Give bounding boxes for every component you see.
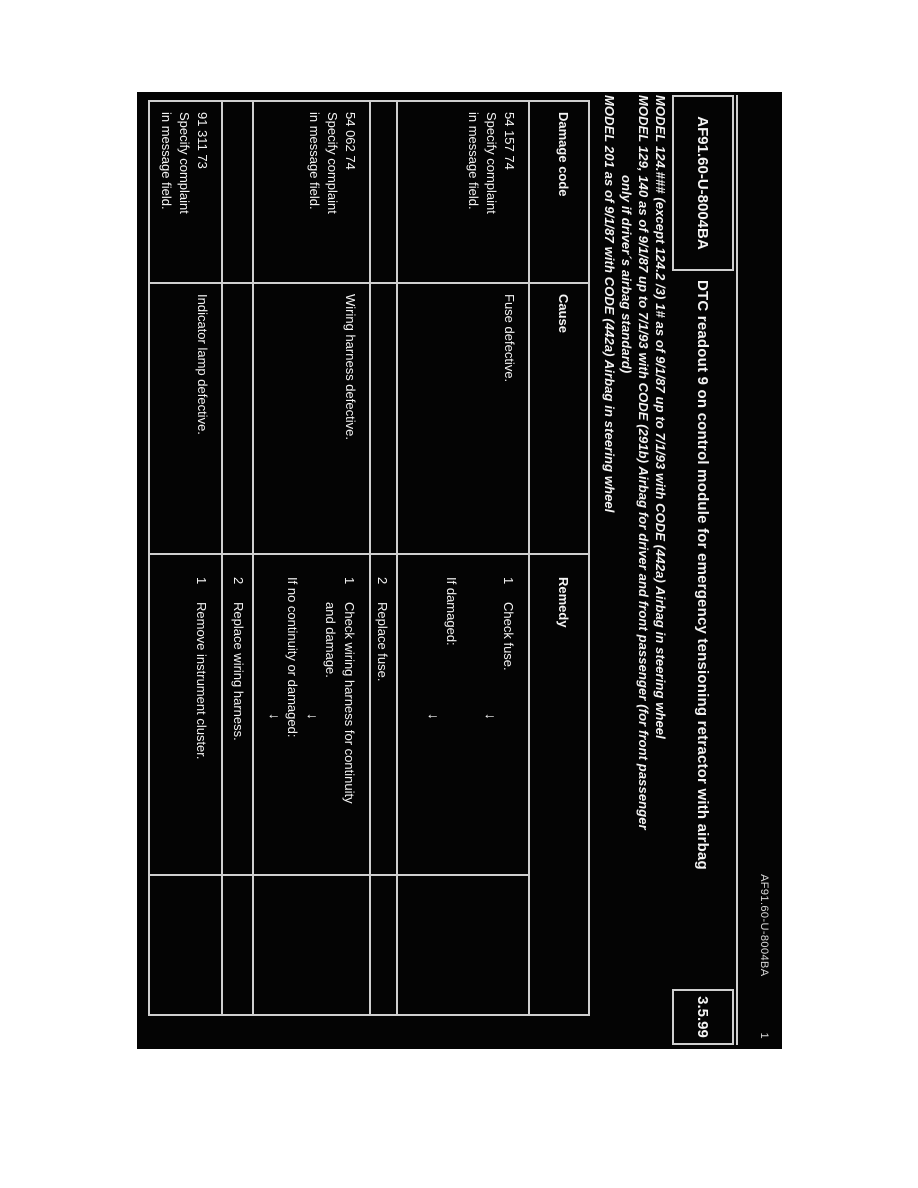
remedy-line	[340, 555, 359, 868]
step-number: 1	[194, 577, 209, 585]
damage-note-line: in message field.	[159, 112, 174, 210]
empty-cell	[223, 282, 254, 553]
model-note-line: MODEL 201 as of 9/1/87 with CODE (442a) Airbag in steering wheel	[602, 95, 617, 513]
cause-cell	[398, 282, 530, 553]
remedy-cell	[398, 553, 530, 874]
page-header-doc-number: AF91.60-U-8004BA	[758, 874, 770, 977]
remedy-followup-cell	[223, 553, 254, 874]
damage-note-line: Specify complaint	[325, 112, 340, 214]
empty-cell	[371, 282, 398, 553]
model-note-line: MODEL 124.### (except 124.2 /3) 1# as of 9/1/87 up to 7/1/93 with CODE (442a) Airbag in steering wheel	[653, 95, 668, 739]
page-number: 1	[758, 1032, 770, 1039]
cause-text: Fuse defective.	[502, 294, 517, 383]
remedy-text: If damaged:	[444, 577, 459, 646]
flow-down-arrow-icon: ↓	[483, 713, 499, 720]
flow-down-arrow-icon: ↓	[305, 713, 321, 720]
flow-down-arrow-icon: ↓	[426, 713, 442, 720]
column-header-remedy: Remedy	[530, 553, 588, 1014]
remedy-text: If no continuity or damaged:	[285, 577, 300, 738]
empty-cell	[223, 102, 254, 282]
flow-down-arrow-icon: ↓	[267, 713, 283, 720]
remedy-text: Check wiring harness for continuity	[342, 602, 357, 804]
title-doc-number: AF91.60-U-8004BA	[672, 95, 734, 271]
remedy-line	[373, 555, 392, 868]
remedy-text: Remove instrument cluster.	[194, 602, 209, 760]
damage-note-line: Specify complaint	[177, 112, 192, 214]
remedy-line	[192, 555, 211, 868]
cause-text: Wiring harness defective.	[343, 294, 358, 440]
damage-code-cell	[254, 102, 371, 282]
remedy-cell	[254, 553, 371, 874]
empty-cell	[398, 874, 530, 1014]
remedy-followup-cell	[371, 553, 398, 874]
damage-code-cell	[150, 102, 223, 282]
blank-line	[461, 555, 480, 868]
remedy-cell	[150, 553, 223, 874]
remedy-line	[229, 555, 248, 868]
title-date: 3.5.99	[672, 989, 734, 1045]
damage-code: 54 157 74	[502, 112, 517, 170]
scan-document	[137, 92, 782, 1049]
remedy-line	[321, 555, 340, 868]
title-bar	[672, 95, 734, 1045]
empty-cell	[371, 102, 398, 282]
model-note-line: MODEL 129, 140 as of 9/1/87 up to 7/1/93 with CODE (291b) Airbag for driver and front passenger (for front passenger	[636, 95, 651, 830]
damage-note-line: in message field.	[307, 112, 322, 210]
document-title: DTC readout 9 on control module for emergency tensioning retractor with airbag	[694, 280, 712, 870]
model-applicability-notes	[601, 95, 669, 1045]
remedy-text: Check fuse.	[501, 602, 516, 671]
cause-cell	[254, 282, 371, 553]
empty-cell	[371, 874, 398, 1014]
column-header-damage-code: Damage code	[556, 112, 571, 197]
cause-cell	[150, 282, 223, 553]
damage-note-line: Specify complaint	[484, 112, 499, 214]
empty-cell	[150, 874, 223, 1014]
empty-cell	[223, 874, 254, 1014]
step-number: 2	[231, 577, 246, 585]
damage-code: 54 062 74	[343, 112, 358, 170]
empty-cell	[254, 874, 371, 1014]
header-rule	[736, 95, 738, 1045]
damage-note-line: in message field.	[466, 112, 481, 210]
page-header	[758, 92, 770, 1039]
cause-text: Indicator lamp defective.	[195, 294, 210, 435]
damage-code-cell	[398, 102, 530, 282]
damage-code: 91 311 73	[195, 112, 210, 169]
step-number: 1	[342, 577, 357, 585]
step-number: 1	[501, 577, 516, 585]
remedy-line	[442, 555, 461, 868]
column-header-cause: Cause	[530, 282, 588, 553]
dtc-table	[148, 100, 590, 1016]
remedy-text: Replace wiring harness.	[231, 602, 246, 741]
remedy-text: Replace fuse.	[375, 602, 390, 682]
remedy-line	[283, 555, 302, 868]
step-number: 2	[375, 577, 390, 585]
model-note-line: only if driver´s airbag standard)	[619, 175, 634, 374]
remedy-text: and damage.	[323, 602, 338, 678]
remedy-line	[499, 555, 518, 868]
